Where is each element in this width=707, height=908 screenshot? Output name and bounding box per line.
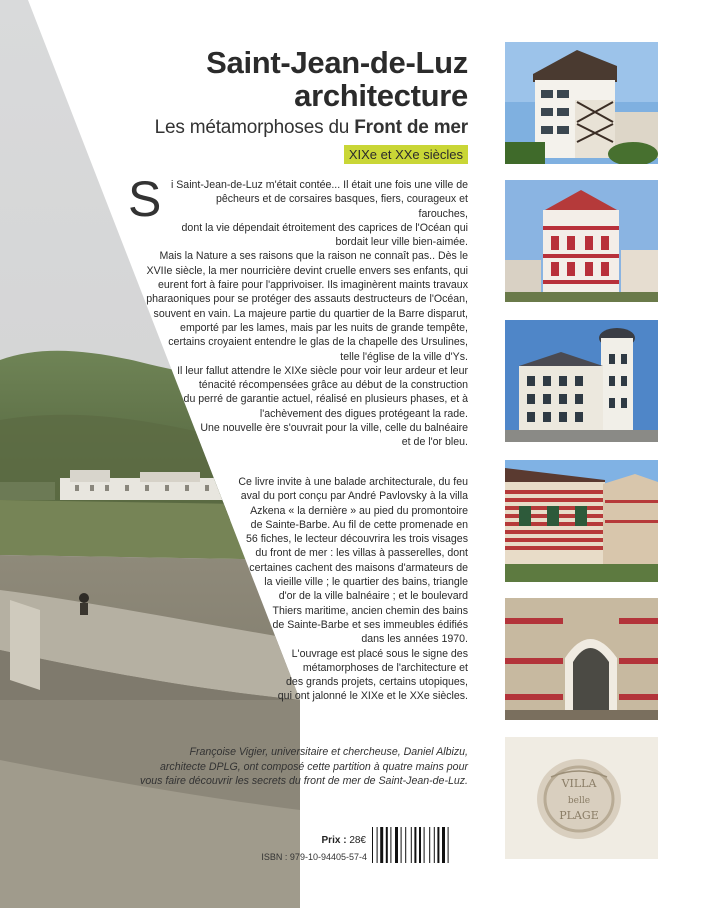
intro-line: bordait leur ville bien-aimée. xyxy=(335,236,468,249)
intro-line: certains croyaient entendre le glas de la chapelle des Ursulines, xyxy=(168,336,468,349)
photo-red-villa xyxy=(505,180,658,302)
subtitle-text: Les métamorphoses du xyxy=(154,117,355,138)
price-label: Prix : xyxy=(321,835,350,846)
description-line: des grands projets, certains utopiques, xyxy=(286,676,468,689)
book-description xyxy=(140,475,468,704)
barcode-bar xyxy=(405,827,406,863)
photo-tower-building xyxy=(505,320,658,442)
intro-line: XVIIe siècle, la mer nourricière devint cruelle envers ses enfants, qui xyxy=(146,264,468,277)
description-line: Ce livre invite à une balade architecturale, du feu xyxy=(238,476,468,488)
barcode-bar xyxy=(377,827,378,863)
price xyxy=(303,835,366,846)
plaque-text-top: VILLA xyxy=(561,777,597,790)
intro-line: telle l'église de la ville d'Ys. xyxy=(340,350,468,363)
intro-line: du perré de garantie actuel, réalisé en plusieurs phases, et à xyxy=(183,393,468,406)
book-title-line1: Saint-Jean-de-Luz xyxy=(206,45,468,80)
subtitle xyxy=(60,116,468,140)
plaque-text-bottom: PLAGE xyxy=(559,809,599,822)
barcode xyxy=(370,826,468,864)
description-line: 56 fiches, le lecteur découvrira les trois visages xyxy=(246,533,468,546)
barcode-bar xyxy=(386,827,388,863)
description-line: certaines cachent des maisons d'armateurs de xyxy=(249,561,468,574)
barcode-bar xyxy=(434,827,435,863)
description-line: aval du port conçu par André Pavlovsky à la villa xyxy=(240,490,468,503)
barcode-bar xyxy=(429,827,430,863)
plaque-text-mid: belle xyxy=(567,796,591,806)
intro-line: Mais la Nature a ses raisons que la raison ne connaît pas.. Dès le xyxy=(159,250,468,263)
intro-line: pharaoniques pour se protéger des assauts destructeurs de l'Océan, xyxy=(146,293,468,306)
intro-line: eurent fort à faire pour l'apprivoiser. Ils imaginèrent maints travaux xyxy=(158,279,468,292)
barcode-bar xyxy=(442,827,445,863)
description-line: qui ont jalonné le XIXe et le XXe siècles. xyxy=(277,690,468,703)
intro-line: ténacité récompensées grâce au début de la construction xyxy=(198,379,468,392)
description-line: du front de mer : les villas à passerelles, dont xyxy=(255,547,468,560)
byline-line: Françoise Vigier, universitaire et chercheuse, Daniel Albizu, xyxy=(189,746,468,758)
photo-striped-villa xyxy=(505,460,658,582)
barcode-bar xyxy=(395,827,398,863)
description-line: dans les années 1970. xyxy=(361,633,468,646)
intro-line: Une nouvelle ère s'ouvrait pour la ville, celle du balnéaire xyxy=(200,422,468,435)
barcode-bar xyxy=(448,827,449,863)
barcode-bar xyxy=(424,827,425,863)
intro-line: Il leur fallut attendre le XIXe siècle pour voir leur ardeur et leur xyxy=(177,364,468,377)
drop-cap: S xyxy=(128,171,162,227)
centuries-badge: XIXe et XXe siècles xyxy=(344,145,468,164)
barcode-bar xyxy=(419,827,421,863)
description-line: d'or de la ville balnéaire ; et le boulevard xyxy=(278,590,468,603)
intro-line: emporté par les lames, mais par les nuits de grande tempête, xyxy=(180,321,468,334)
photo-arch-villa xyxy=(505,598,658,720)
barcode-bar xyxy=(437,827,439,863)
price-value: 28€ xyxy=(349,835,366,846)
subtitle-bold: Front de mer xyxy=(354,117,468,138)
description-line: L'ouvrage est placé sous le signe des xyxy=(291,647,468,660)
barcode-bar xyxy=(372,827,373,863)
description-line: de Sainte-Barbe et ses immeubles édifiés xyxy=(272,618,468,631)
intro-line: pêcheurs et de corsaires basques, fiers, courageux et farouches, xyxy=(215,193,468,220)
description-line: la vieille ville ; le quartier des bains, triangle xyxy=(264,576,468,589)
photo-white-villa xyxy=(505,42,658,164)
authors-byline xyxy=(70,745,468,789)
description-line: Azkena « la dernière » au pied du promontoire xyxy=(250,504,468,517)
photo-stone-plaque xyxy=(505,737,658,859)
title-block xyxy=(60,46,468,164)
book-title-line2: architecture xyxy=(294,78,468,113)
description-line: Thiers maritime, ancien chemin des bains xyxy=(272,604,468,617)
description-line: de Sainte-Barbe. Au fil de cette promenade en xyxy=(250,518,468,531)
barcode-bar xyxy=(411,827,412,863)
byline-line: vous faire découvrir les secrets du front de mer de Saint-Jean-de-Luz. xyxy=(140,775,468,787)
intro-paragraph xyxy=(128,171,468,450)
isbn: ISBN : 979-10-94405-57-4 xyxy=(261,852,367,862)
barcode-bar xyxy=(401,827,402,863)
barcode-bar xyxy=(380,827,383,863)
intro-line: souvent en vain. La majeure partie du quartier de la Barre disparut, xyxy=(153,307,468,320)
intro-line: dont la vie dépendait étroitement des caprices de l'Océan qui xyxy=(181,221,468,234)
description-line: métamorphoses de l'architecture et xyxy=(302,661,468,674)
barcode-bar xyxy=(390,827,391,863)
intro-line: et de l'or bleu. xyxy=(401,436,468,449)
intro-line: i Saint-Jean-de-Luz m'était contée... Il était une fois une ville de xyxy=(170,179,468,191)
barcode-bar xyxy=(414,827,416,863)
byline-line: architecte DPLG, ont composé cette partition à quatre mains pour xyxy=(160,760,468,773)
intro-line: l'achèvement des digues protégeant la rade. xyxy=(259,407,468,420)
